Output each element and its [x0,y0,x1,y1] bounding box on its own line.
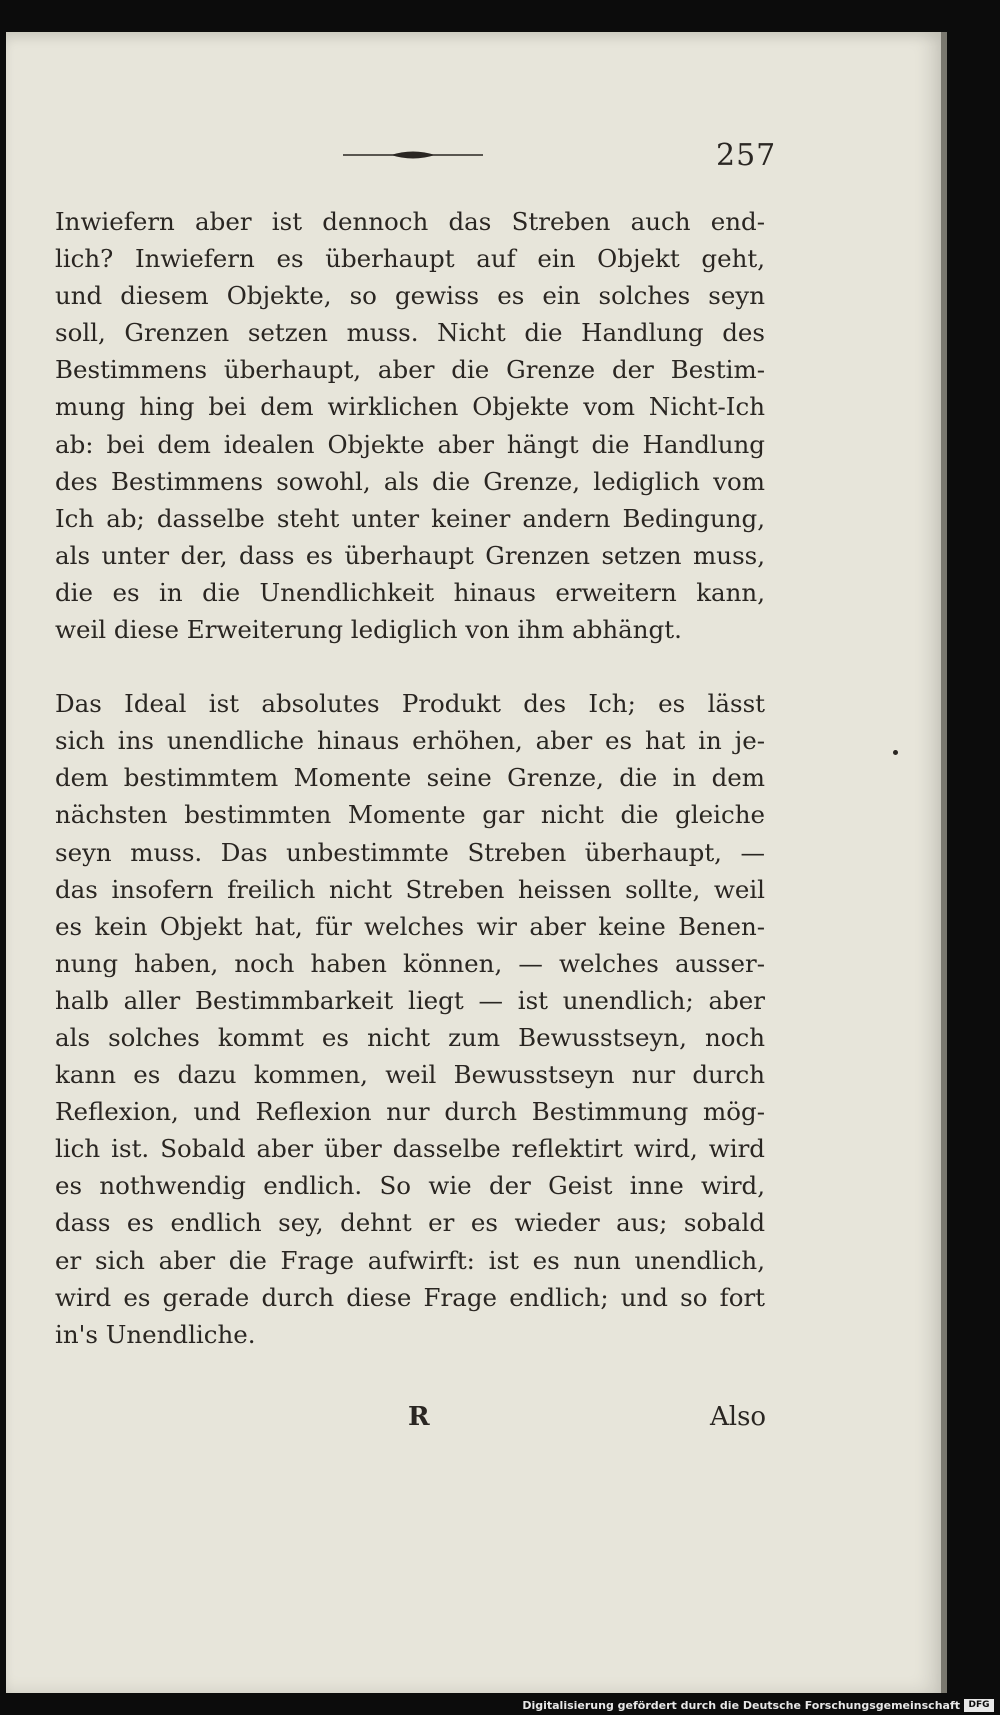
text-line: Bestimmens überhaupt, aber die Grenze der Bestim- [55,355,765,385]
text-line: soll, Grenzen setzen muss. Nicht die Handlung des [55,318,765,348]
text-line: kann es dazu kommen, weil Bewusstseyn nur durch [55,1060,765,1090]
text-line: nung haben, noch haben können, — welches ausser- [55,948,765,978]
text-line: dem bestimmtem Momente seine Grenze, die in dem [55,763,765,793]
text-line: er sich aber die Frage aufwirft: ist es nun unendlich, [55,1245,765,1275]
paragraph-gap [55,648,765,685]
text-line: Reflexion, und Reflexion nur durch Bestimmung mög- [55,1097,765,1127]
text-line: weil diese Erweiterung lediglich von ihm abhängt. [55,615,682,645]
text-line: ab: bei dem idealen Objekte aber hängt die Handlung [55,429,765,459]
text-line: lich ist. Sobald aber über dasselbe reflektirt wird, wird [55,1134,765,1164]
digitization-credit: Digitalisierung gefördert durch die Deutsche Forschungsgemeinschaft [522,1699,960,1712]
ink-speck [893,750,898,755]
text-line: als unter der, dass es überhaupt Grenzen setzen muss, [55,540,765,570]
text-line: halb aller Bestimmbarkeit liegt — ist unendlich; aber [55,985,765,1015]
text-line: lich? Inwiefern es überhaupt auf ein Objekt geht, [55,244,765,274]
paragraph [55,203,765,648]
text-line: sich ins unendliche hinaus erhöhen, aber es hat in je- [55,726,765,756]
catchword: Also [710,1402,767,1432]
paragraph [55,685,765,1353]
text-line: Das Ideal ist absolutes Produkt des Ich; es lässt [55,689,765,719]
signature-mark: R [408,1402,430,1432]
text-line: es nothwendig endlich. So wie der Geist inne wird, [55,1171,765,1201]
text-line: Ich ab; dasselbe steht unter keiner andern Bedingung, [55,503,765,533]
body-text [55,203,765,1353]
text-line: als solches kommt es nicht zum Bewusstseyn, noch [55,1022,765,1052]
page-number: 257 [716,138,777,173]
text-line: es kein Objekt hat, für welches wir aber keine Benen- [55,911,765,941]
text-line: Inwiefern aber ist dennoch das Streben auch end- [55,207,765,236]
text-line: seyn muss. Das unbestimmte Streben überhaupt, — [55,837,765,867]
text-line: des Bestimmens sowohl, als die Grenze, lediglich vom [55,466,765,496]
text-line: dass es endlich sey, dehnt er es wieder aus; sobald [55,1208,765,1238]
text-line: wird es gerade durch diese Frage endlich; und so fort [55,1282,765,1312]
dfg-logo: DFG [964,1699,994,1712]
text-line: nächsten bestimmten Momente gar nicht die gleiche [55,800,765,830]
text-line: und diesem Objekte, so gewiss es ein solches seyn [55,281,765,311]
text-line: die es in die Unendlichkeit hinaus erweitern kann, [55,577,765,607]
decorative-rule [343,148,483,162]
text-line: das insofern freilich nicht Streben heissen sollte, weil [55,874,765,904]
text-line: in's Unendliche. [55,1319,256,1349]
page-edge [941,32,947,1693]
text-line: mung hing bei dem wirklichen Objekte vom Nicht-Ich [55,392,765,422]
